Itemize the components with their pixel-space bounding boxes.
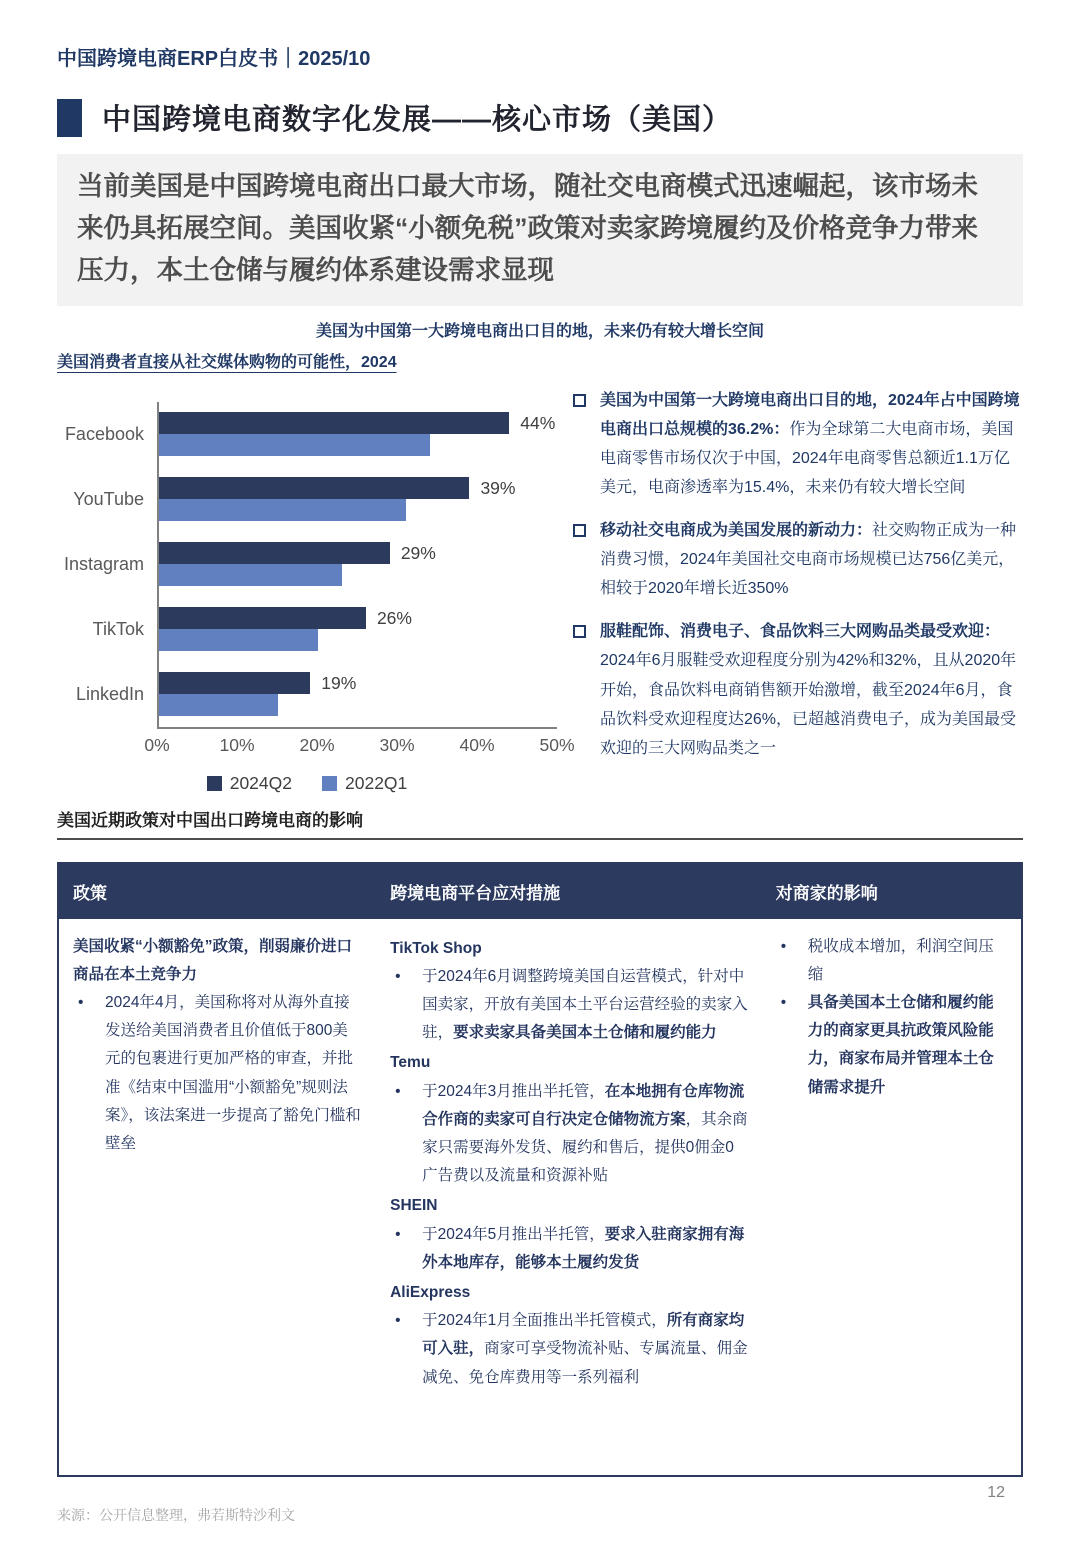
insight-bullet xyxy=(571,386,1023,502)
text-segment: 于2024年5月推出半托管， xyxy=(422,1225,605,1243)
platform-bullet xyxy=(390,1078,748,1191)
category-label: Instagram xyxy=(63,553,144,574)
bar-group xyxy=(159,597,557,662)
bar-2022Q1 xyxy=(159,564,342,586)
insight-bullets xyxy=(557,386,1023,794)
text-segment: 社交购物正成为一种消费习惯，2024年美国社交电商市场规模已达756亿美元，相较于2020年增长近350% xyxy=(600,522,1017,598)
bar-2022Q1 xyxy=(159,629,318,651)
x-axis-tick: 30% xyxy=(379,734,415,755)
chart-plot-area xyxy=(57,402,557,729)
bar-row xyxy=(159,607,557,629)
bar-group xyxy=(159,467,557,532)
policy-lead: 美国收紧“小额豁免”政策，削弱廉价进口商品在本土竞争力 xyxy=(73,937,353,983)
bar-2024Q2 xyxy=(159,607,366,629)
insight-bullet-text xyxy=(600,516,1023,603)
text-segment: 2024年6月服鞋受欢迎程度分别为42%和32%，且从2020年开始，食品饮料电商销售额开始激增，截至2024年6月，食品饮料受欢迎程度达26%，已超越消费电子，成为美国最受欢迎的三大网购品类之一 xyxy=(600,652,1017,757)
square-bullet-icon xyxy=(573,524,586,537)
bar-2024Q2 xyxy=(159,412,509,434)
platform-bullet xyxy=(390,1307,748,1392)
policy-cell-content xyxy=(73,933,362,1463)
category-label: YouTube xyxy=(73,488,144,509)
bar-value-label: 29% xyxy=(400,542,436,563)
bar-group xyxy=(159,662,557,727)
chart-center-title: 美国为中国第一大跨境电商出口目的地，未来仍有较大增长空间 xyxy=(315,322,764,340)
chart-legend xyxy=(57,773,557,794)
dot-bullet-icon: • xyxy=(395,967,401,985)
platform-name: AliExpress xyxy=(390,1284,471,1302)
measures-cell-content xyxy=(390,935,748,1465)
insight-bullet xyxy=(571,516,1023,603)
bar-group xyxy=(159,532,557,597)
document-header: 中国跨境电商ERP白皮书｜2025/10 xyxy=(57,48,371,70)
text-segment: 作为全球第二大电商市场，美国电商零售市场仅次于中国，2024年电商零售总额近1.1万亿美元，电商渗透率为15.4%，未来仍有较大增长空间 xyxy=(600,420,1014,496)
insight-bullet-text xyxy=(600,386,1023,502)
chart-subtitle: 美国消费者直接从社交媒体购物的可能性，2024 xyxy=(57,353,397,371)
chart-category-labels xyxy=(57,402,157,729)
impact-bullet xyxy=(776,989,1007,1102)
dot-bullet-icon: • xyxy=(395,1082,401,1100)
text-segment: 于2024年1月全面推出半托管模式， xyxy=(422,1312,667,1330)
impact-bullet xyxy=(776,933,1007,989)
bar-2024Q2 xyxy=(159,542,390,564)
header-cell-policy: 政策 xyxy=(58,863,376,919)
legend-swatch-icon xyxy=(322,776,337,791)
title-accent-marker xyxy=(57,99,82,137)
policy-section-heading: 美国近期政策对中国出口跨境电商的影响 xyxy=(57,806,1023,840)
text-segment-bold: 要求卖家具备美国本土仓储和履约能力 xyxy=(453,1024,717,1042)
dot-bullet-icon: • xyxy=(780,937,787,955)
platform-block xyxy=(390,1192,748,1277)
text-segment-bold: 所有商家均可入驻， xyxy=(422,1312,745,1358)
x-axis-tick: 10% xyxy=(219,734,255,755)
bar-row xyxy=(159,564,557,586)
legend-item xyxy=(322,773,407,794)
bar-value-label: 39% xyxy=(480,477,516,498)
dot-bullet-icon: • xyxy=(78,993,84,1011)
chart-bars xyxy=(157,402,557,729)
text-segment: ，其余商家只需要海外发货、履约和售后，提供0佣金0广告费以及流量和资源补贴 xyxy=(422,1110,748,1185)
bar-value-label: 26% xyxy=(376,607,412,628)
dot-bullet-icon: • xyxy=(780,993,787,1011)
text-segment-bold: 移动社交电商成为美国发展的新动力： xyxy=(600,522,873,540)
policy-table xyxy=(57,862,1023,1477)
platform-block xyxy=(390,1049,748,1190)
platform-name: TikTok Shop xyxy=(390,939,482,957)
text-segment-bold: 服鞋配饰、消费电子、食品饮料三大网购品类最受欢迎： xyxy=(600,623,1001,641)
bar-row xyxy=(159,412,557,434)
bar-value-label: 44% xyxy=(520,412,556,433)
dot-bullet-icon: • xyxy=(395,1225,401,1243)
legend-label: 2024Q2 xyxy=(229,772,292,793)
bar-value-label: 19% xyxy=(321,672,357,693)
text-segment: 于2024年3月推出半托管， xyxy=(422,1082,605,1100)
text-segment-bold: 美国为中国第一大跨境电商出口目的地，2024年占中国跨境电商出口总规模的36.2%： xyxy=(600,391,1020,438)
legend-item xyxy=(207,773,292,794)
table-row xyxy=(58,919,1022,1476)
x-axis-tick: 20% xyxy=(299,734,335,755)
text-segment: 2024年4月，美国称将对从海外直接发送给美国消费者且价值低于800美元的包裹进行更加严格的审查，并批准《结束中国滥用“小额豁免”规则法案》，该法案进一步提高了豁免门槛和壁垒 xyxy=(105,993,361,1152)
category-label: LinkedIn xyxy=(75,683,144,704)
platform-block xyxy=(390,935,748,1048)
chart-subtitle-wrap xyxy=(57,341,1023,372)
cell-measures xyxy=(376,919,762,1476)
summary-highlight: 当前美国是中国跨境电商出口最大市场，随社交电商模式迅速崛起，该市场未来仍具拓展空间。美国收紧“小额免税”政策对卖家跨境履约及价格竞争力带来压力，本土仓储与履约体系建设需求显现 xyxy=(57,154,1023,306)
chart-and-notes xyxy=(57,386,1023,794)
bar-row xyxy=(159,672,557,694)
bar-row xyxy=(159,477,557,499)
x-axis-tick: 0% xyxy=(144,734,170,755)
bar-2024Q2 xyxy=(159,672,310,694)
text-segment-bold: 具备美国本土仓储和履约能力的商家更具抗政策风险能力，商家布局并管理本土仓储需求提升 xyxy=(807,993,994,1096)
insight-bullet xyxy=(571,617,1023,763)
cell-policy xyxy=(58,919,376,1476)
source-note: 来源：公开信息整理，弗若斯特沙利文 xyxy=(57,1506,295,1523)
category-label: TikTok xyxy=(92,618,144,639)
text-segment: 商家可享受物流补贴、专属流量、佣金减免、免仓库费用等一系列福利 xyxy=(422,1340,748,1386)
bar-row xyxy=(159,694,557,716)
bar-group xyxy=(159,402,557,467)
page-number: 12 xyxy=(987,1484,1005,1501)
category-label: Facebook xyxy=(64,423,144,444)
bar-2024Q2 xyxy=(159,477,469,499)
bar-row xyxy=(159,542,557,564)
text-segment: 于2024年6月调整跨境美国自运营模式，针对中国卖家，开放有美国本土平台运营经验的卖家入驻， xyxy=(422,967,748,1042)
legend-label: 2022Q1 xyxy=(345,772,408,793)
square-bullet-icon xyxy=(573,625,586,638)
bar-row xyxy=(159,499,557,521)
square-bullet-icon xyxy=(573,394,586,407)
bar-2022Q1 xyxy=(159,499,406,521)
platform-bullet xyxy=(390,1221,748,1277)
legend-swatch-icon xyxy=(207,776,222,791)
page-title: 中国跨境电商数字化发展——核心市场（美国） xyxy=(102,104,733,136)
header-cell-measures: 跨境电商平台应对措施 xyxy=(376,863,762,919)
bar-row xyxy=(159,434,557,456)
platform-bullet xyxy=(390,963,748,1048)
header-cell-impact: 对商家的影响 xyxy=(762,863,1022,919)
title-row xyxy=(57,97,1023,138)
bar-chart xyxy=(57,386,575,794)
policy-bullet xyxy=(73,989,362,1158)
bar-2022Q1 xyxy=(159,694,278,716)
x-axis-tick: 50% xyxy=(539,734,575,755)
chart-x-axis-ticks xyxy=(144,734,575,761)
policy-table-header xyxy=(58,863,1022,919)
text-segment-bold: 要求入驻商家拥有海外本地库存，能够本土履约发货 xyxy=(422,1225,745,1271)
bar-2022Q1 xyxy=(159,434,430,456)
platform-name: Temu xyxy=(390,1054,431,1072)
bar-row xyxy=(159,629,557,651)
text-segment: 税收成本增加，利润空间压缩 xyxy=(807,937,994,983)
cell-impact xyxy=(762,919,1022,1476)
insight-bullet-text xyxy=(600,617,1023,763)
x-axis-tick: 40% xyxy=(459,734,495,755)
impact-cell-content xyxy=(776,933,1007,1463)
dot-bullet-icon: • xyxy=(395,1312,401,1330)
platform-name: SHEIN xyxy=(390,1197,438,1215)
platform-block xyxy=(390,1279,748,1392)
text-segment-bold: 在本地拥有仓库物流合作商的卖家可自行决定仓储物流方案 xyxy=(422,1082,745,1128)
